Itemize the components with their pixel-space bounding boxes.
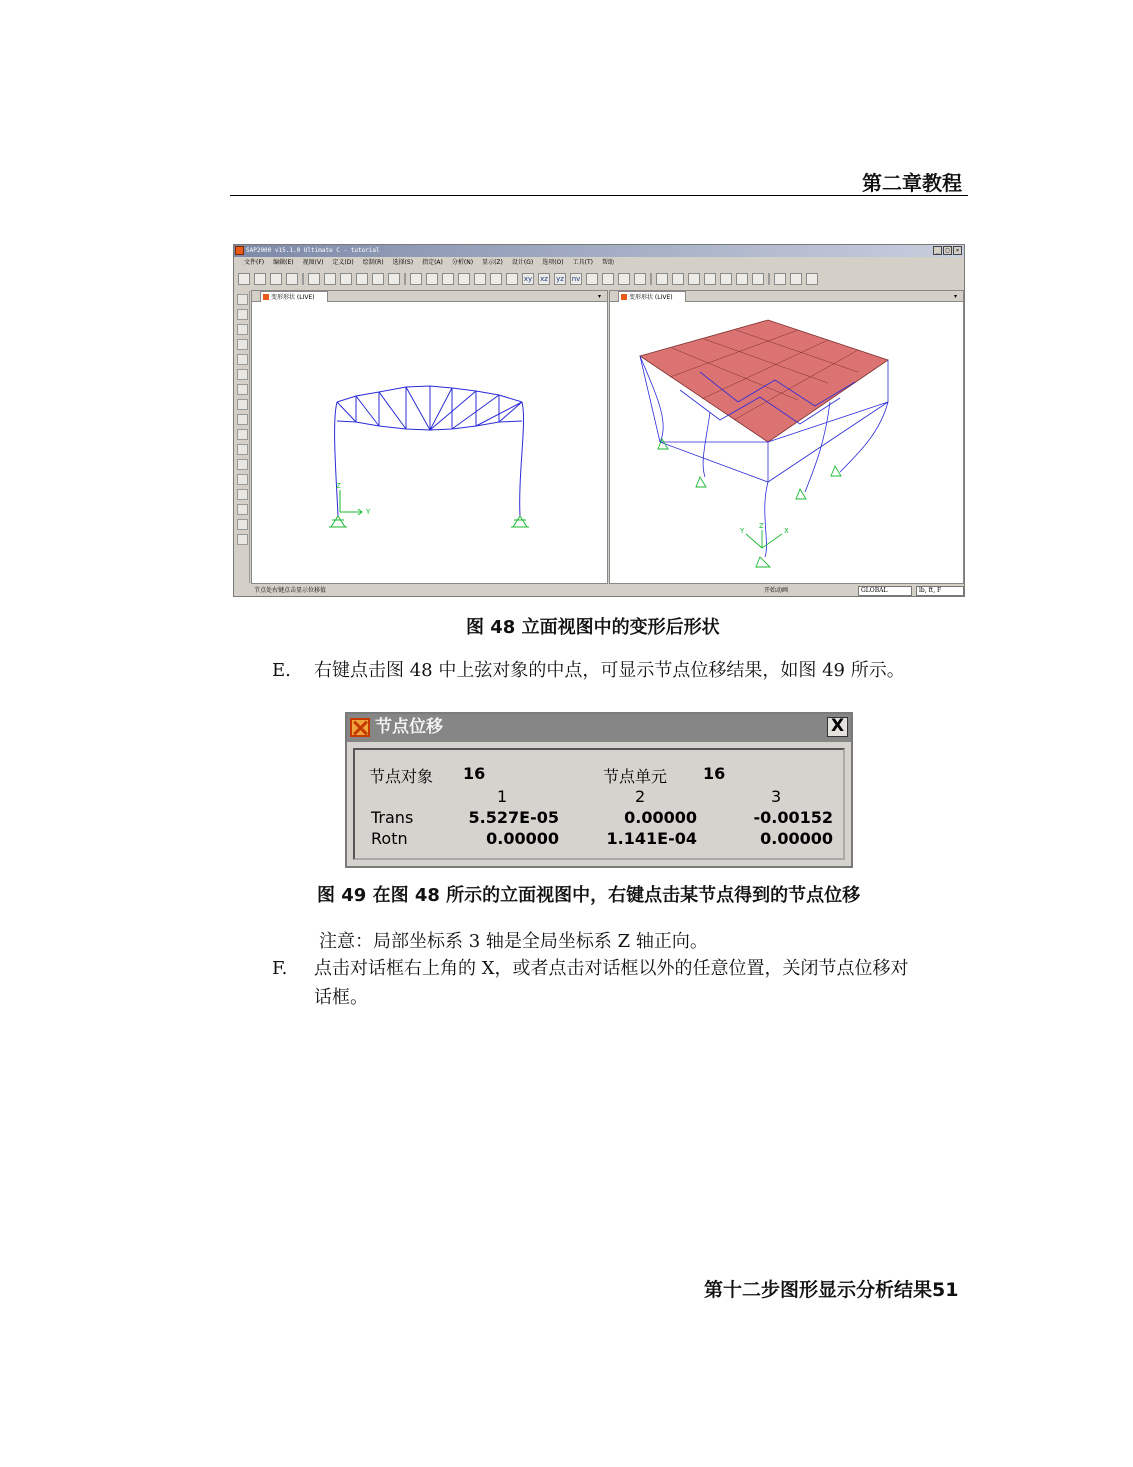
menu-bar: [244, 258, 614, 268]
dialog-titlebar: [347, 714, 851, 742]
rotn-value-3: 0.00000: [760, 829, 833, 848]
right-column: [520, 402, 524, 516]
view-yz-button[interactable]: yz: [554, 273, 566, 285]
chevron-down-icon[interactable]: ▾: [953, 293, 957, 300]
solid-icon[interactable]: [237, 444, 248, 455]
sap-titlebar: [234, 245, 964, 257]
page-footer: 第十二步图形显示分析结果51: [704, 1279, 959, 1301]
save-icon[interactable]: [270, 273, 282, 285]
line-icon[interactable]: [237, 339, 248, 350]
coord-system-select[interactable]: GLOBAL: [858, 586, 912, 596]
close-icon[interactable]: X: [827, 717, 848, 737]
dialog-body: [353, 748, 845, 860]
menu-options[interactable]: 选项(O): [542, 259, 564, 266]
joint-element-value: 16: [703, 764, 726, 783]
trans-value-2: 0.00000: [624, 808, 697, 827]
menu-design[interactable]: 设计(G): [511, 259, 534, 266]
pane-3d[interactable]: [609, 290, 964, 584]
menu-help[interactable]: 帮助: [601, 259, 614, 266]
support-right: [511, 516, 529, 527]
app-icon: [350, 718, 370, 737]
design-icon[interactable]: [752, 273, 764, 285]
joint-object-value: 16: [463, 764, 486, 783]
note-text: 注意：局部坐标系 3 轴是全局坐标系 Z 轴正向。: [319, 931, 708, 952]
elevation-drawing: [252, 302, 609, 585]
sap-title-text: SAP2000 v15.1.0 Ultimate C - tutorial: [246, 247, 380, 254]
section-icon[interactable]: [736, 273, 748, 285]
header-rule: [230, 195, 968, 196]
axis-label-x: X: [784, 527, 789, 535]
deformed-roof: [640, 320, 888, 442]
zoom-in-icon[interactable]: [426, 273, 438, 285]
down-arrow-icon[interactable]: [634, 273, 646, 285]
minimize-button[interactable]: _: [933, 246, 942, 255]
step-f: [272, 954, 962, 1014]
tab-deformed-right[interactable]: [618, 291, 686, 302]
rotn-value-1: 0.00000: [486, 829, 559, 848]
chart-icon[interactable]: [720, 273, 732, 285]
toolbar-separator: [768, 273, 770, 285]
redo-icon[interactable]: [324, 273, 336, 285]
snap-end-icon[interactable]: [237, 534, 248, 545]
menu-assign[interactable]: 指定(A): [422, 259, 443, 266]
line-quick-icon[interactable]: [237, 354, 248, 365]
status-hint: 节点处右键点击显示位移值: [254, 587, 327, 594]
column-header-1: 1: [497, 787, 508, 806]
column-header-2: 2: [635, 787, 646, 806]
lock-icon[interactable]: [356, 273, 368, 285]
3d-view-icon[interactable]: [506, 273, 518, 285]
toolbar-separator: [404, 273, 406, 285]
zoom-window-icon[interactable]: [410, 273, 422, 285]
figure-48-caption: 图 48 立面视图中的变形后形状: [466, 617, 720, 638]
rect-icon[interactable]: [237, 414, 248, 425]
run-icon[interactable]: [372, 273, 384, 285]
maximize-button[interactable]: □: [943, 246, 952, 255]
3d-frame: [640, 356, 888, 557]
tab-deformed-left[interactable]: [260, 291, 328, 302]
poly-icon[interactable]: [237, 399, 248, 410]
area-icon[interactable]: [790, 273, 802, 285]
main-toolbar: [238, 270, 962, 287]
display-options-icon[interactable]: [656, 273, 668, 285]
step-e-label: E.: [272, 660, 291, 681]
units-select[interactable]: lb, ft, F: [916, 586, 964, 596]
row-trans-label: Trans: [371, 808, 414, 827]
close-button[interactable]: ×: [953, 246, 962, 255]
pane-left-tab[interactable]: [252, 291, 607, 302]
pan-icon[interactable]: [490, 273, 502, 285]
quick-area-icon[interactable]: [237, 429, 248, 440]
left-column: [335, 402, 338, 516]
menu-display[interactable]: 显示(Z): [482, 259, 503, 266]
sap2000-window: [233, 244, 965, 597]
up-arrow-icon[interactable]: [618, 273, 630, 285]
row-rotn-label: Rotn: [371, 829, 408, 848]
3d-drawing: [610, 302, 965, 585]
axis-label-y: Y: [740, 527, 745, 535]
start-animation-button[interactable]: 开始动画: [764, 587, 789, 594]
axis-triad: [340, 490, 362, 515]
step-e: [272, 656, 952, 686]
step-f-line2: 话框。: [314, 987, 368, 1008]
load-icon[interactable]: [806, 273, 818, 285]
pane-right-tab[interactable]: [610, 291, 963, 302]
tab-label: 变形形状 (LIVE): [271, 294, 315, 301]
zoom-prev-icon[interactable]: [474, 273, 486, 285]
rotn-value-2: 1.141E-04: [606, 829, 697, 848]
menu-define[interactable]: 定义(D): [332, 259, 354, 266]
refresh-icon[interactable]: [388, 273, 400, 285]
reshape-icon[interactable]: [237, 309, 248, 320]
column-header-3: 3: [771, 787, 782, 806]
brace-icon[interactable]: [237, 369, 248, 380]
frame-icon[interactable]: [688, 273, 700, 285]
menu-view[interactable]: 视图(V): [302, 259, 324, 266]
pane-elevation[interactable]: [251, 290, 608, 584]
axis-label-y: Y: [366, 508, 371, 516]
step-e-text: 右键点击图 48 中上弦对象的中点，可显示节点位移结果，如图 49 所示。: [314, 660, 905, 681]
area-draw-icon[interactable]: [237, 384, 248, 395]
joint-displacement-dialog: [345, 712, 853, 868]
pencil-icon[interactable]: [340, 273, 352, 285]
joint-element-label: 节点单元: [603, 767, 668, 786]
point-icon[interactable]: [237, 324, 248, 335]
menu-file[interactable]: 文件(F): [244, 259, 265, 266]
step-f-line1: 点击对话框右上角的 X，或者点击对话框以外的任意位置，关闭节点位移对: [314, 958, 909, 979]
joint-object-label: 节点对象: [369, 767, 434, 786]
rotate-icon[interactable]: [586, 273, 598, 285]
menu-tools[interactable]: 工具(T): [572, 259, 593, 266]
trans-value-3: -0.00152: [753, 808, 833, 827]
print-icon[interactable]: [286, 273, 298, 285]
zoom-fit-icon[interactable]: [458, 273, 470, 285]
new-icon[interactable]: [238, 273, 250, 285]
tab-label: 变形形状 (LIVE): [629, 294, 673, 301]
chapter-header: 第二章教程: [862, 171, 962, 195]
toolbar-separator: [650, 273, 652, 285]
toolbar-separator: [302, 273, 304, 285]
supports: [329, 490, 529, 527]
sap-app-icon: [235, 246, 244, 255]
step-f-label: F.: [272, 958, 288, 979]
view-xz-button[interactable]: xz: [538, 273, 550, 285]
tendon-icon[interactable]: [237, 474, 248, 485]
support-left: [329, 516, 347, 527]
clear-selection-icon[interactable]: [237, 504, 248, 515]
tab-icon: [263, 294, 269, 300]
snap-icon[interactable]: [237, 519, 248, 530]
chevron-down-icon[interactable]: ▾: [597, 293, 601, 300]
axis-label-z: Z: [336, 482, 341, 490]
zoom-out-icon[interactable]: [442, 273, 454, 285]
tab-icon: [621, 294, 627, 300]
perspective-icon[interactable]: [602, 273, 614, 285]
status-bar: [234, 585, 964, 597]
undo-icon[interactable]: [308, 273, 320, 285]
show-deformed-icon[interactable]: [672, 273, 684, 285]
dialog-title: 节点位移: [375, 717, 443, 737]
left-toolbar: [235, 291, 250, 583]
pointer-icon[interactable]: [237, 294, 248, 305]
table-icon[interactable]: [704, 273, 716, 285]
view-xy-button[interactable]: xy: [523, 274, 533, 283]
window-buttons: [933, 246, 962, 255]
ibeam-icon[interactable]: [774, 273, 786, 285]
link-icon[interactable]: [237, 459, 248, 470]
menu-select[interactable]: 选择(S): [392, 259, 414, 266]
figure-49-caption: 图 49 在图 48 所示的立面视图中，右键点击某节点得到的节点位移: [317, 885, 861, 906]
3d-supports: [658, 439, 841, 567]
deformed-frame: [335, 386, 524, 516]
menu-edit[interactable]: 编辑(E): [273, 259, 294, 266]
open-icon[interactable]: [254, 273, 266, 285]
menu-draw[interactable]: 绘制(R): [362, 259, 384, 266]
view-nv-button[interactable]: nv: [571, 274, 581, 283]
menu-analyze[interactable]: 分析(N): [451, 259, 474, 266]
select-all-icon[interactable]: [237, 489, 248, 500]
axis-label-z: Z: [759, 522, 764, 530]
trans-value-1: 5.527E-05: [468, 808, 559, 827]
